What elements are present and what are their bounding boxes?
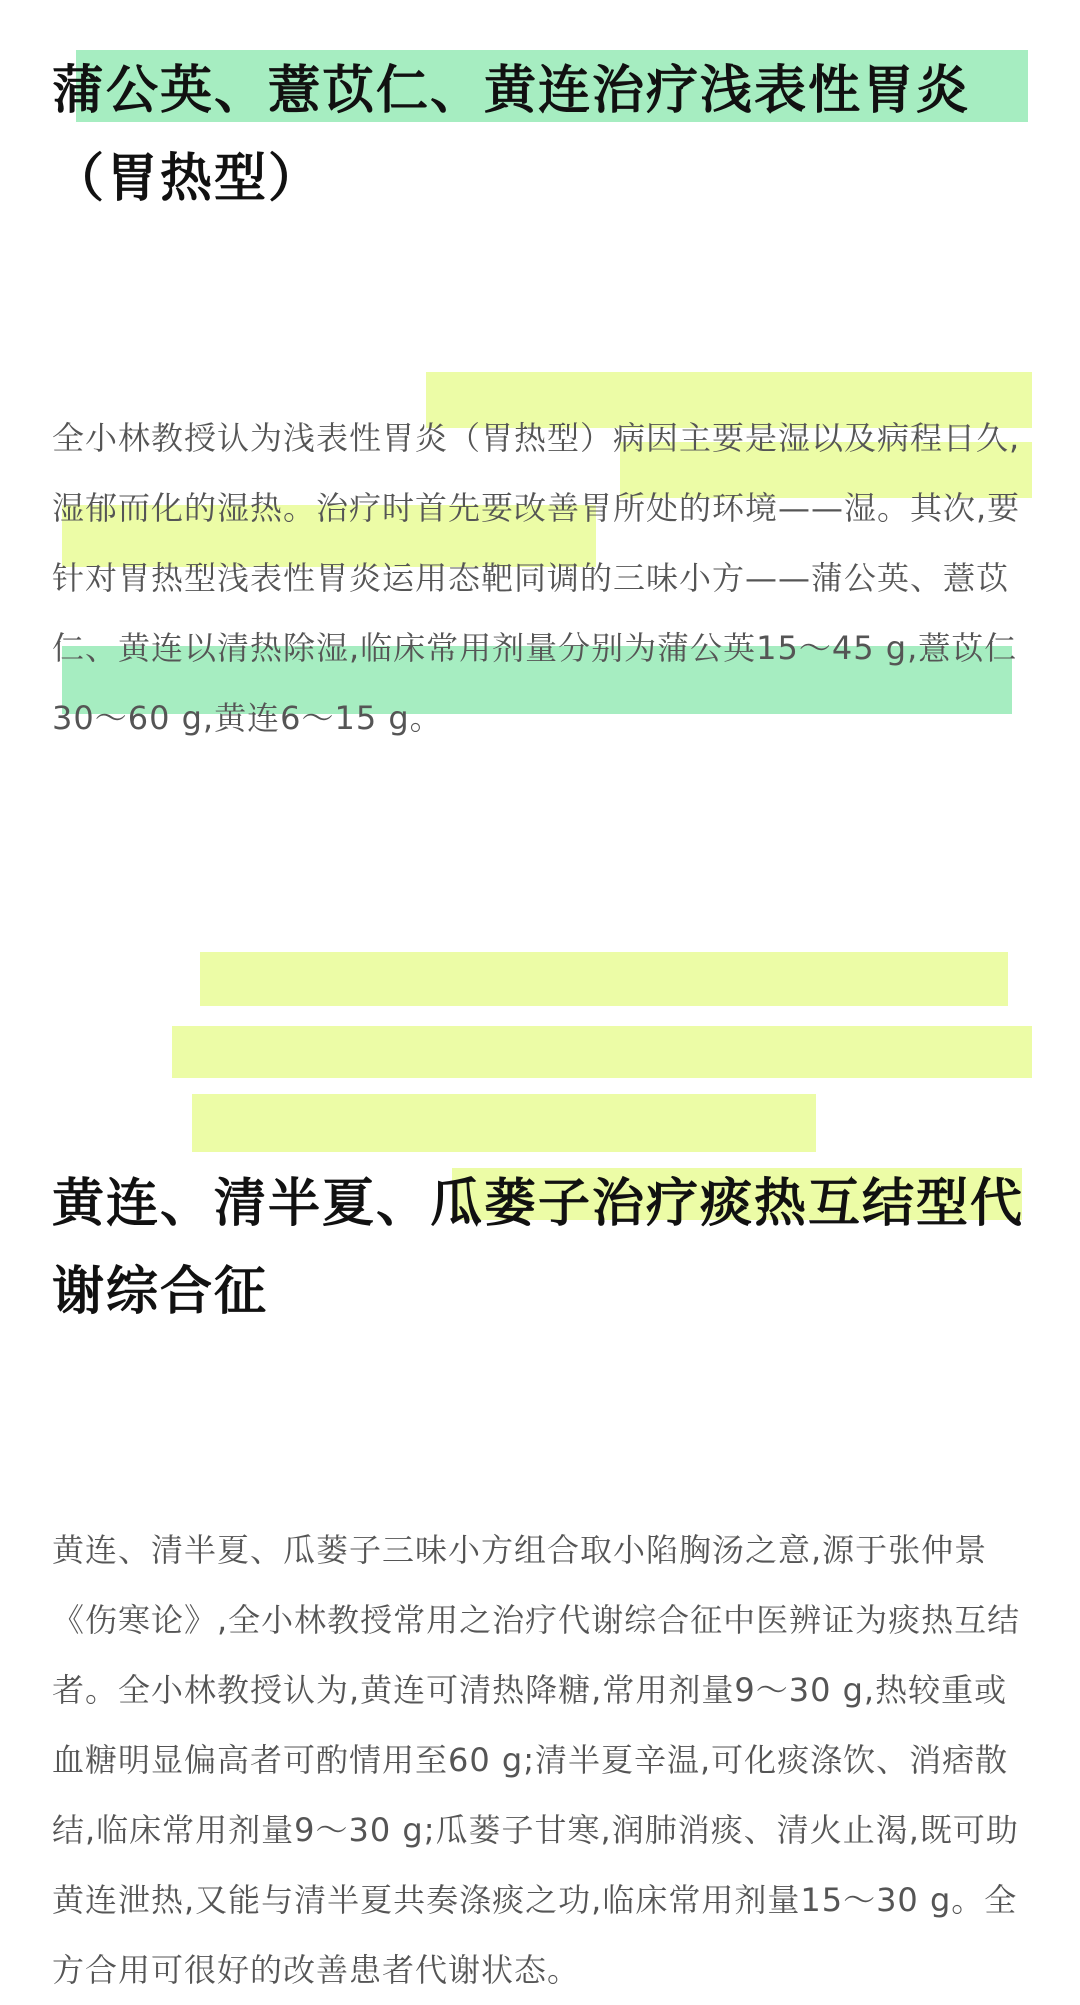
section-heading-2: 黄连、清半夏、瓜蒌子治疗痰热互结型代谢综合征 — [52, 1174, 1025, 1322]
section-body-2: 黄连、清半夏、瓜蒌子三味小方组合取小陷胸汤之意,源于张仲景《伤寒论》,全小林教授常用之治疗代谢综合征中医辨证为痰热互结者。全小林教授认为,黄连可清热降糖,常用剂量9～30 g,热较重或血糖明显偏高者可酌情用至60 g;清半夏辛温,可化痰涤饮、消痞散结,临床常用剂量9～30 g;瓜蒌子甘寒,润肺消痰、清火止渴,既可助黄连泄热,又能与清半夏共奏涤痰之功,临床常用剂量15～30 g。全方合用可很好的改善患者代谢状态。 — [52, 1531, 1021, 1989]
section-body-1: 全小林教授认为浅表性胃炎（胃热型）病因主要是湿以及病程日久,湿郁而化的湿热。治疗时首先要改善胃所处的环境——湿。其次,要针对胃热型浅表性胃炎运用态靶同调的三味小方——蒲公英、薏苡仁、黄连以清热除湿,临床常用剂量分别为蒲公英15～45 g,薏苡仁30～60 g,黄连6～15 g。 — [52, 419, 1021, 737]
text-highlight — [192, 1094, 816, 1152]
text-highlight — [200, 952, 1008, 1006]
text-highlight — [172, 1026, 1032, 1078]
section-heading-1: 蒲公英、薏苡仁、黄连治疗浅表性胃炎（胃热型） — [52, 61, 971, 209]
